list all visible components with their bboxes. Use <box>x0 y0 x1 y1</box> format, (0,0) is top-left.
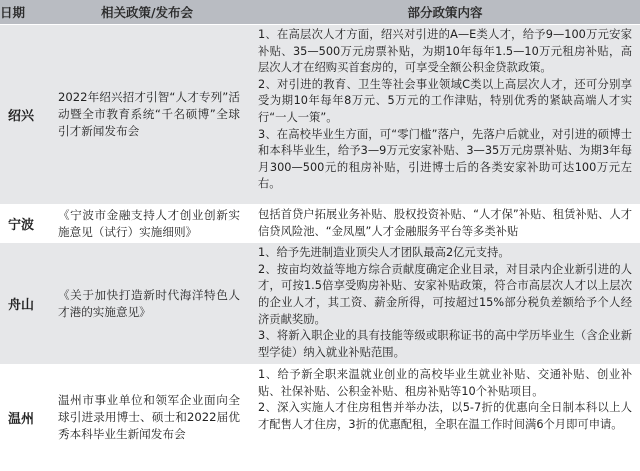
table-row-zhoushan <box>0 243 640 365</box>
content-item: 3、将新入职企业的具有技能等级或职称证书的高中学历毕业生（含企业新型学徒）纳入就业补贴范围。 <box>258 329 632 359</box>
content-item: 2、深入实施人才住房租售并举办法，以5-7折的优惠向全日制本科以上人才配售人才住房，3折的优惠配租，全职在温工作时间满6个月即可申请。 <box>258 401 632 431</box>
city-cell: 宁波 <box>0 205 44 243</box>
city-cell: 温州 <box>0 365 44 471</box>
table-row-wenzhou <box>0 365 640 471</box>
policy-cell: 温州市事业单位和领军企业面向全球引进录用博士、硕士和2022届优秀本科毕业生新闻发布会 <box>44 365 250 471</box>
content-item: 1、给予新全职来温就业创业的高校毕业生就业补贴、交通补贴、创业补贴、社保补贴、公积金补贴、租房补贴等10个补贴项目。 <box>258 368 632 398</box>
header-policy: 相关政策/发布会 <box>44 0 250 25</box>
header-content: 部分政策内容 <box>250 0 640 25</box>
content-item: 2、按亩均效益等地方综合贡献度确定企业目录，对目录内企业新引进的人才，可按1.5倍享受购房补贴、安家补贴政策，符合市高层次人才以上层次的企业人才，其工资、薪金所得，可按超过15%部分税负差额给予个人经济贡献奖励。 <box>258 262 632 326</box>
content-cell <box>250 25 640 205</box>
content-item: 2、对引进的教育、卫生等社会事业领域C类以上高层次人才，还可分别享受为期10年每年8万元、5万元的工作津贴，特别优秀的紧缺高端人才实行“一人一策”。 <box>258 77 632 124</box>
city-cell: 绍兴 <box>0 25 44 205</box>
table-header-row <box>0 0 640 25</box>
table-row-shaoxing <box>0 25 640 205</box>
city-cell: 舟山 <box>0 243 44 365</box>
table-row-ningbo <box>0 205 640 243</box>
content-cell <box>250 365 640 471</box>
content-item: 3、在高校毕业生方面，可“零门槛”落户，先落户后就业，对引进的硕博士和本科毕业生，给予3—9万元安家补贴、3—35万元房票补贴、为期3年每月300—500元的租房补贴，引进博士后的各类安家补助可达100万元左右。 <box>258 127 632 191</box>
content-item: 包括首贷户拓展业务补贴、股权投资补贴、“人才保”补贴、租赁补贴、人才信贷风险池、“金凤凰”人才金融服务平台等多类补贴 <box>258 208 632 238</box>
content-item: 1、在高层次人才方面，绍兴对引进的A—E类人才，给予9—100万元安家补贴、35—500万元房票补贴，为期10年每年1.5—10万元租房补贴，高层次人才在绍购买首套房的，可享受全额公积金贷款政策。 <box>258 28 632 75</box>
header-date: 日期 <box>0 0 44 25</box>
content-cell <box>250 205 640 243</box>
policy-cell: 《宁波市金融支持人才创业创新实施意见（试行）实施细则》 <box>44 205 250 243</box>
policy-cell: 《关于加快打造新时代海洋特色人才港的实施意见》 <box>44 243 250 365</box>
policy-cell: 2022年绍兴招才引智“人才专列”活动暨全市教育系统“千名硕博”全球引才新闻发布会 <box>44 25 250 205</box>
content-item: 1、给予先进制造业顶尖人才团队最高2亿元支持。 <box>258 246 510 260</box>
content-cell <box>250 243 640 365</box>
